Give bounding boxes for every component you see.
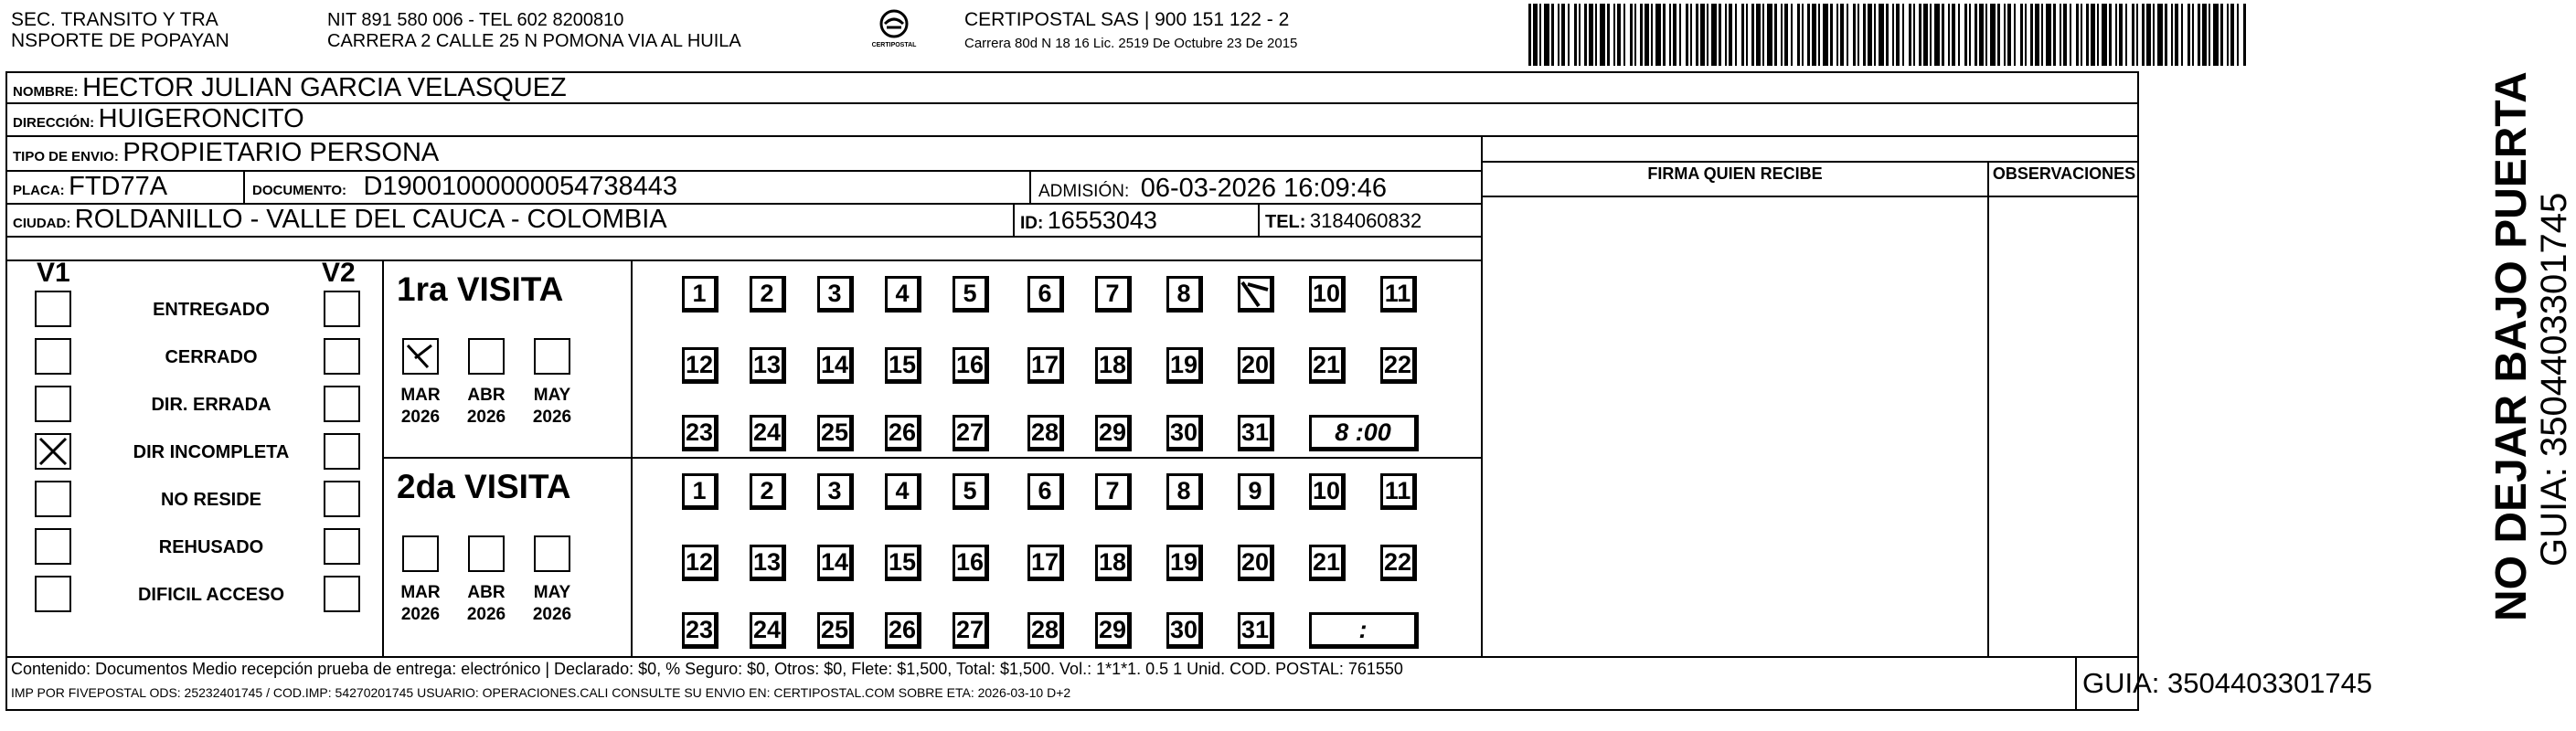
month-checkbox[interactable] — [468, 338, 505, 375]
status-reason-label: NO RESIDE — [160, 490, 262, 510]
documento-row — [252, 172, 677, 202]
v1-checkbox[interactable] — [35, 386, 71, 422]
firma-heading: FIRMA QUIEN RECIBE — [1647, 164, 1823, 183]
status-reason-label: DIFICIL ACCESO — [137, 585, 284, 605]
year-label: 2026 — [400, 408, 441, 427]
day-cell[interactable]: 5 — [953, 276, 989, 313]
row-line — [1481, 196, 2139, 197]
day-cell[interactable]: 24 — [750, 415, 786, 451]
col-line — [382, 260, 384, 656]
day-cell[interactable]: 9 — [1238, 473, 1274, 510]
no-dejar-warning: NO DEJAR BAJO PUERTA — [2487, 71, 2536, 621]
v1-checkbox[interactable] — [35, 576, 71, 612]
ciudad-label: CIUDAD: — [13, 216, 71, 231]
month-checkbox[interactable] — [534, 535, 570, 572]
day-cell[interactable]: 10 — [1309, 473, 1346, 510]
ciudad-value: ROLDANILLO - VALLE DEL CAUCA - COLOMBIA — [74, 205, 667, 234]
logo-text: CERTIPOSTAL — [871, 42, 917, 48]
day-cell[interactable]: 5 — [953, 473, 989, 510]
day-cell[interactable]: 23 — [682, 612, 719, 649]
address-line: CARRERA 2 CALLE 25 N POMONA VIA AL HUILA — [327, 31, 741, 51]
day-cell[interactable]: 2 — [750, 473, 786, 510]
admision-label: ADMISIÓN: — [1038, 182, 1130, 201]
day-cell[interactable]: 27 — [953, 612, 989, 649]
v2-checkbox[interactable] — [324, 338, 360, 375]
nombre-label: NOMBRE: — [13, 84, 79, 100]
day-cell[interactable]: 15 — [885, 545, 921, 581]
day-cell[interactable]: 23 — [682, 415, 719, 451]
day-cell[interactable]: 26 — [885, 415, 921, 451]
x-mark-icon — [37, 435, 69, 468]
tipo-label: TIPO DE ENVIO: — [13, 149, 119, 164]
col-line — [243, 170, 245, 203]
visit-time-cell[interactable]: 8 :00 — [1309, 415, 1419, 451]
day-cell[interactable]: 8 — [1166, 473, 1203, 510]
admision-row — [1038, 174, 1387, 204]
year-label: 2026 — [466, 605, 506, 624]
documento-value: D19001000000054738443 — [363, 172, 678, 201]
nombre-row — [13, 73, 567, 103]
month-label: MAY — [533, 583, 571, 602]
col-line — [631, 260, 633, 656]
day-cell[interactable]: 29 — [1095, 415, 1132, 451]
day-cell[interactable]: 17 — [1027, 545, 1064, 581]
imp-line: IMP POR FIVEPOSTAL ODS: 25232401745 / COD.IMP: 54270201745 USUARIO: OPERACIONES.CALI CONSULTE SU ENVIO EN: CERTIPOSTAL.COM SOBRE ETA: 2026-03-10 D+2 — [11, 685, 1071, 700]
day-cell[interactable]: 15 — [885, 347, 921, 384]
month-label: MAR — [400, 583, 441, 602]
row-line — [5, 135, 2139, 137]
month-checkbox[interactable] — [402, 535, 439, 572]
day-cell[interactable]: 22 — [1380, 347, 1417, 384]
v2-checkbox[interactable] — [324, 291, 360, 327]
day-cell[interactable]: 16 — [953, 545, 989, 581]
v1-checkbox[interactable] — [35, 528, 71, 565]
v2-checkbox[interactable] — [324, 481, 360, 517]
day-cell[interactable]: 6 — [1027, 276, 1064, 313]
placa-label: PLACA: — [13, 183, 65, 198]
row-line — [5, 170, 1481, 172]
month-label: ABR — [467, 583, 506, 602]
status-reason-label: ENTREGADO — [153, 300, 270, 320]
day-cell[interactable]: 25 — [817, 612, 854, 649]
day-cell[interactable]: 28 — [1027, 612, 1064, 649]
direccion-label: DIRECCIÓN: — [13, 115, 95, 131]
day-cell[interactable]: 18 — [1095, 545, 1132, 581]
placa-row — [13, 172, 167, 202]
day-cell[interactable]: 14 — [817, 347, 854, 384]
certipostal-logo — [867, 7, 921, 55]
month-checkbox[interactable] — [402, 338, 439, 375]
ciudad-row — [13, 205, 667, 235]
row-line — [1481, 161, 2139, 163]
v1-checkbox[interactable] — [35, 291, 71, 327]
day-cell[interactable]: 24 — [750, 612, 786, 649]
day-check-mark-icon — [1240, 279, 1272, 308]
barcode — [1528, 4, 2251, 68]
id-label: ID: — [1020, 214, 1044, 233]
day-cell[interactable]: 1 — [682, 276, 719, 313]
day-cell[interactable]: 21 — [1309, 347, 1346, 384]
observaciones-heading: OBSERVACIONES — [1992, 164, 2136, 183]
nit-line: NIT 891 580 006 - TEL 602 8200810 — [327, 10, 624, 30]
v2-checkbox[interactable] — [324, 386, 360, 422]
id-row — [1020, 207, 1157, 235]
col-line — [1481, 135, 1483, 656]
status-reason-label: DIR INCOMPLETA — [133, 442, 290, 462]
month-label: ABR — [467, 386, 506, 405]
contenido-line: Contenido: Documentos Medio recepción prueba de entrega: electrónico | Declarado: $0, % Seguro: $0, Otros: $0, Flete: $1,500, Total: $1,500. Vol.: 1*1*1. 0.5 1 Unid. COD. POSTAL: 761550 — [11, 660, 1403, 678]
v1-label: V1 — [37, 258, 70, 288]
v2-checkbox[interactable] — [324, 433, 360, 470]
col-line — [1029, 170, 1031, 203]
col-line — [2075, 656, 2077, 711]
day-cell[interactable]: 12 — [682, 347, 719, 384]
v2-checkbox[interactable] — [324, 576, 360, 612]
day-cell[interactable]: 1 — [682, 473, 719, 510]
day-cell[interactable]: 11 — [1380, 473, 1417, 510]
day-cell[interactable]: 13 — [750, 545, 786, 581]
day-cell[interactable]: 31 — [1238, 415, 1274, 451]
year-label: 2026 — [532, 605, 572, 624]
tel-value: 3184060832 — [1309, 209, 1422, 232]
id-value: 16553043 — [1047, 207, 1157, 234]
day-cell[interactable]: 11 — [1380, 276, 1417, 313]
v2-label: V2 — [322, 258, 356, 288]
day-cell[interactable]: 14 — [817, 545, 854, 581]
row-line — [5, 236, 1481, 238]
col-line — [1987, 161, 1989, 656]
tel-label: TEL: — [1265, 212, 1306, 232]
col-line — [1013, 203, 1015, 236]
placa-value: FTD77A — [69, 172, 168, 201]
status-reason-label: DIR. ERRADA — [151, 395, 271, 415]
day-cell[interactable]: 25 — [817, 415, 854, 451]
day-cell[interactable]: 3 — [817, 276, 854, 313]
direccion-value: HUIGERONCITO — [98, 104, 304, 133]
nombre-value: HECTOR JULIAN GARCIA VELASQUEZ — [82, 73, 567, 102]
courier-line-2: Carrera 80d N 18 16 Lic. 2519 De Octubre 23 De 2015 — [964, 36, 1298, 51]
day-cell[interactable]: 30 — [1166, 612, 1203, 649]
row-line — [5, 656, 2139, 658]
day-cell[interactable]: 13 — [750, 347, 786, 384]
admision-value: 06-03-2026 16:09:46 — [1140, 174, 1387, 203]
v1-checkbox[interactable] — [35, 338, 71, 375]
day-cell[interactable]: 26 — [885, 612, 921, 649]
row-line — [382, 457, 1481, 459]
tipo-row — [13, 138, 439, 168]
status-reason-label: CERRADO — [165, 347, 258, 367]
day-cell[interactable]: 20 — [1238, 545, 1274, 581]
check-mark-icon — [404, 340, 437, 373]
day-cell[interactable]: 12 — [682, 545, 719, 581]
v2-checkbox[interactable] — [324, 528, 360, 565]
visit-title: 1ra VISITA — [397, 270, 564, 308]
row-line — [5, 260, 1481, 261]
month-label: MAY — [533, 386, 571, 405]
day-cell[interactable]: 10 — [1309, 276, 1346, 313]
month-label: MAR — [400, 386, 441, 405]
day-cell[interactable]: 6 — [1027, 473, 1064, 510]
day-cell[interactable]: 2 — [750, 276, 786, 313]
tel-row — [1265, 209, 1421, 233]
visit-time-cell[interactable]: : — [1309, 612, 1419, 649]
day-cell[interactable]: 21 — [1309, 545, 1346, 581]
courier-line-1: CERTIPOSTAL SAS | 900 151 122 - 2 — [964, 9, 1290, 30]
day-cell[interactable]: 29 — [1095, 612, 1132, 649]
v1-checkbox[interactable] — [35, 433, 71, 470]
day-cell[interactable]: 27 — [953, 415, 989, 451]
day-cell[interactable]: 8 — [1166, 276, 1203, 313]
day-cell[interactable] — [1238, 276, 1274, 313]
day-cell[interactable]: 16 — [953, 347, 989, 384]
status-reason-label: REHUSADO — [158, 537, 264, 557]
visit-title: 2da VISITA — [397, 468, 571, 505]
day-cell[interactable]: 30 — [1166, 415, 1203, 451]
day-cell[interactable]: 4 — [885, 276, 921, 313]
day-cell[interactable]: 20 — [1238, 347, 1274, 384]
day-cell[interactable]: 18 — [1095, 347, 1132, 384]
day-cell[interactable]: 19 — [1166, 347, 1203, 384]
col-line — [1258, 203, 1260, 236]
day-cell[interactable]: 3 — [817, 473, 854, 510]
direccion-row — [13, 104, 304, 134]
side-guia: GUIA: 3504403301745 — [2534, 192, 2574, 567]
day-cell[interactable]: 31 — [1238, 612, 1274, 649]
year-label: 2026 — [532, 408, 572, 427]
month-checkbox[interactable] — [468, 535, 505, 572]
v1-checkbox[interactable] — [35, 481, 71, 517]
day-cell[interactable]: 28 — [1027, 415, 1064, 451]
day-cell[interactable]: 19 — [1166, 545, 1203, 581]
day-cell[interactable]: 17 — [1027, 347, 1064, 384]
sender-line-2: NSPORTE DE POPAYAN — [11, 30, 229, 51]
year-label: 2026 — [466, 408, 506, 427]
day-cell[interactable]: 7 — [1095, 473, 1132, 510]
day-cell[interactable]: 22 — [1380, 545, 1417, 581]
day-cell[interactable]: 4 — [885, 473, 921, 510]
sender-line-1: SEC. TRANSITO Y TRA — [11, 9, 218, 30]
year-label: 2026 — [400, 605, 441, 624]
month-checkbox[interactable] — [534, 338, 570, 375]
tipo-value: PROPIETARIO PERSONA — [122, 138, 440, 167]
footer-guia: GUIA: 3504403301745 — [2082, 667, 2373, 699]
day-cell[interactable]: 7 — [1095, 276, 1132, 313]
documento-label: DOCUMENTO: — [252, 183, 347, 198]
